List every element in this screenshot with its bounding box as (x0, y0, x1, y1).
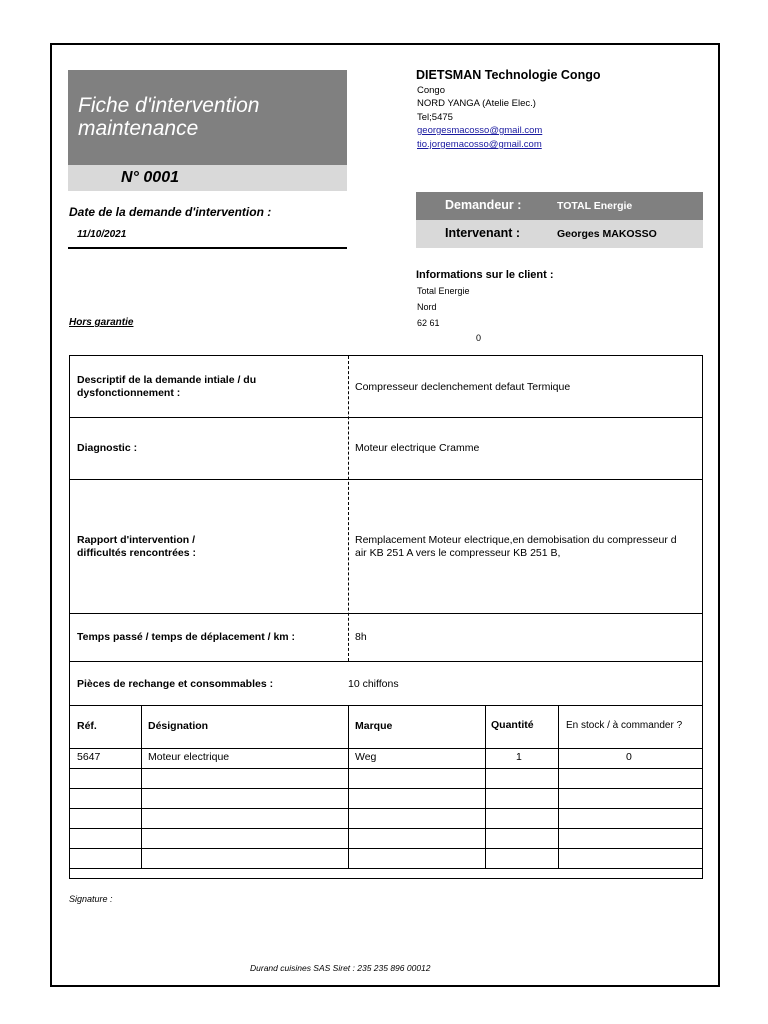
request-date-label: Date de la demande d'intervention : (69, 205, 272, 219)
client-code: 62 61 (417, 318, 440, 328)
company-phone: Tel;5475 (417, 112, 453, 123)
demandeur-row (416, 192, 703, 220)
parts-label: Pièces de rechange et consommables : (77, 678, 274, 690)
description-label-line1: Descriptif de la demande intiale / du (77, 374, 257, 386)
diagnostic-label: Diagnostic : (77, 442, 138, 454)
parts-value: 10 chiffons (348, 678, 399, 690)
page-title-line1: Fiche d'intervention (78, 94, 260, 117)
intervention-table (69, 355, 703, 879)
row-divider (70, 417, 702, 418)
parts-header-ref: Réf. (77, 720, 97, 732)
parts-cell-designation: Moteur electrique (148, 751, 230, 763)
demandeur-label: Demandeur : (445, 198, 522, 212)
parts-row-divider (70, 768, 702, 769)
parts-row-divider (70, 808, 702, 809)
company-name: DIETSMAN Technologie Congo (416, 68, 601, 82)
column-divider (348, 356, 349, 661)
row-divider (70, 661, 702, 662)
parts-header-brand: Marque (355, 720, 393, 732)
intervenant-row (416, 220, 703, 248)
time-label: Temps passé / temps de déplacement / km : (77, 631, 296, 643)
warranty-status: Hors garantie (69, 317, 134, 328)
parts-cell-ref: 5647 (77, 751, 101, 763)
parts-cell-quantity: 1 (516, 751, 522, 763)
parts-cell-brand: Weg (355, 751, 377, 763)
row-divider (70, 613, 702, 614)
report-value-line2: air KB 251 A vers le compresseur KB 251 B, (355, 547, 561, 559)
parts-header-stock: En stock / à commander ? (566, 720, 683, 731)
parts-row-divider (70, 868, 702, 869)
parts-row-divider (70, 788, 702, 789)
diagnostic-value: Moteur electrique Cramme (355, 442, 480, 454)
parts-cell-stock: 0 (626, 751, 632, 763)
client-region: Nord (417, 302, 437, 312)
request-date-value: 11/10/2021 (77, 229, 127, 240)
parts-col-divider (485, 705, 486, 869)
page-title-line2: maintenance (78, 117, 199, 140)
time-value: 8h (355, 631, 367, 643)
parts-header-designation: Désignation (148, 720, 209, 732)
client-extra: 0 (476, 333, 482, 343)
report-label (77, 534, 196, 560)
row-divider (70, 479, 702, 480)
signature-label: Signature : (69, 894, 113, 904)
parts-row-divider (70, 828, 702, 829)
footer-company-info: Durand cuisines SAS Siret : 235 235 896 00012 (250, 963, 431, 973)
demandeur-value: TOTAL Energie (557, 200, 633, 212)
parts-col-divider (348, 705, 349, 869)
intervenant-label: Intervenant : (445, 226, 521, 240)
form-number: N° 0001 (121, 169, 179, 186)
company-country: Congo (417, 85, 445, 96)
company-address: NORD YANGA (Atelie Elec.) (417, 98, 536, 109)
client-name: Total Energie (417, 286, 470, 296)
report-label-line1: Rapport d'intervention / (77, 534, 195, 546)
date-underline (68, 247, 347, 249)
company-email-link-2[interactable]: tio.jorgemacosso@gmail.com (417, 139, 542, 150)
report-value (355, 534, 705, 560)
form-number-box (68, 165, 347, 191)
parts-row-divider (70, 848, 702, 849)
parts-header-quantity: Quantité (491, 719, 534, 731)
title-box (68, 70, 347, 165)
description-value: Compresseur declenchement defaut Termique (355, 381, 571, 393)
parts-table (70, 705, 702, 869)
intervenant-value: Georges MAKOSSO (557, 228, 657, 240)
parts-col-divider (141, 705, 142, 869)
report-value-line1: Remplacement Moteur electrique,en demobisation du compresseur d (355, 534, 677, 546)
parts-col-divider (558, 705, 559, 869)
parts-header-divider (70, 748, 702, 749)
description-label (77, 374, 256, 400)
report-label-line2: difficultés rencontrées : (77, 547, 197, 559)
company-email-link-1[interactable]: georgesmacosso@gmail.com (417, 125, 543, 136)
description-label-line2: dysfonctionnement : (77, 387, 181, 399)
client-info-title: Informations sur le client : (416, 269, 554, 281)
